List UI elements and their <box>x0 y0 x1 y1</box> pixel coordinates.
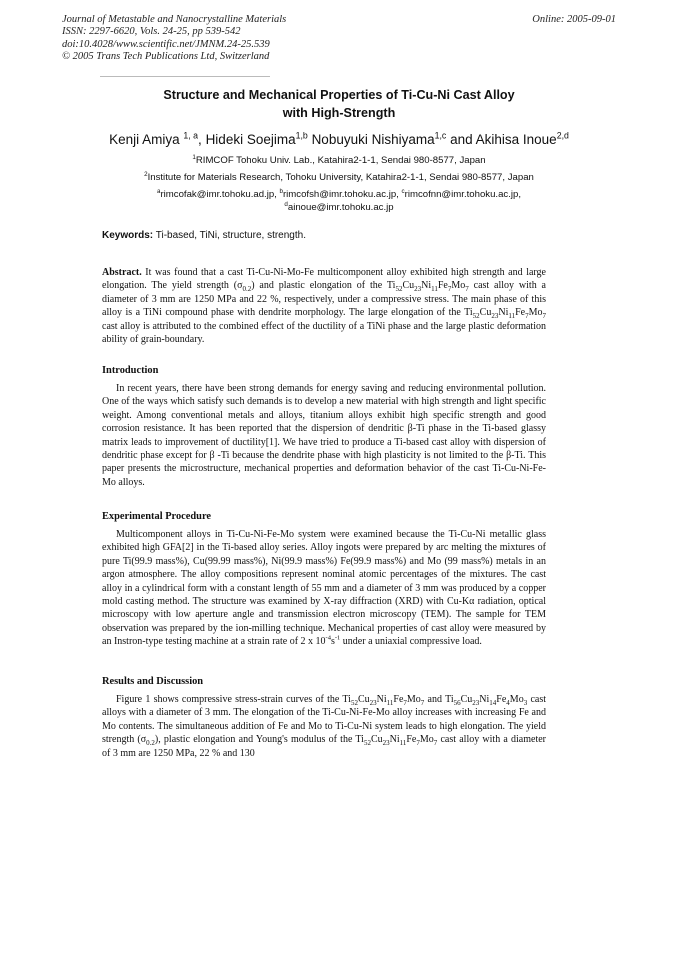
journal-name: Journal of Metastable and Nanocrystalline Materials <box>62 14 287 25</box>
experimental-text-1: Multicomponent alloys in Ti-Cu-Ni-Fe-Mo system were examined because the Ti-Cu-Ni metallic glass exhibited high GFA[2] in the Ti-based alloy series. Alloy ingots were prepared by arc melting the mixtures of pure Ti(99.9 mass%), Cu(99.99 mass%), Ni(99.9 mass%) Fe(99.9 mass%) and Mo (99 mass%) metals in an argon atmosphere. The alloy compositions represent nominal atomic percentages of the mixtures. The cast alloy in a cylindrical form with a constant length of 55 mm and a diameter of 3 mm was produced by a copper mold casting method. The structure was examined by X-ray diffraction (XRD) with Cu-Kα radiation, optical microscopy with low aperture angle and transmission electron microscopy (TEM). The sample for TEM observation was prepared by the ion-milling technique. Mechanical properties of cast alloy were measured by an Instron-type testing machine at a strain rate of 2 x 10 <box>102 529 546 648</box>
keywords-label: Keywords: <box>102 230 154 241</box>
abstract-text-4: cast alloy is attributed to the combined effect of the ductility of a TiNi phase and the large plastic deformation ability of grain-boundary. <box>102 320 546 346</box>
email-c[interactable]: rimcofnn@imr.tohoku.ac.jp, <box>404 189 522 200</box>
results-elem: Cu <box>370 734 383 746</box>
results-elem: Fe <box>406 734 417 746</box>
section-heading-results: Results and Discussion <box>102 676 204 687</box>
header-divider <box>100 76 270 77</box>
keywords-text: Ti-based, TiNi, structure, strength. <box>155 230 306 241</box>
experimental-text-2: under a uniaxial compressive load. <box>340 636 482 648</box>
results-sub: 23 <box>382 739 390 748</box>
author-nishiyama-sup: 1,c <box>434 130 447 141</box>
author-nishiyama: Nobuyuki Nishiyama <box>311 132 435 147</box>
exp-sup: -4 <box>325 634 331 642</box>
results-text-1: Figure 1 shows compressive stress-strain curves of the Ti <box>116 694 351 705</box>
emails-line1 <box>0 189 678 201</box>
results-elem: Fe <box>393 694 404 705</box>
affiliation-1-sup: 1 <box>192 153 196 161</box>
exp-sup: -1 <box>334 634 341 642</box>
abstract-elem: Ni <box>498 307 509 319</box>
abstract-elem: Fe <box>437 280 448 292</box>
issn-line: ISSN: 2297-6620, Vols. 24-25, pp 539-542 <box>62 26 241 38</box>
author-and: and <box>450 132 473 147</box>
results-sub: 23 <box>369 699 377 707</box>
email-b-sup: b <box>279 187 283 195</box>
abstract-sub: 52 <box>395 285 403 294</box>
results-elem: Ni <box>376 694 387 705</box>
results-text-5: cast alloy with a diameter of 3 mm are 1250 MPa, 22 % and 130 <box>102 734 547 759</box>
results-sub: 7 <box>416 739 420 748</box>
abstract-elem: Cu <box>402 280 415 292</box>
results-elem: Fe <box>496 694 507 705</box>
abstract <box>102 266 546 346</box>
results-sub: 11 <box>386 699 394 707</box>
results-text-3: cast alloys with a diameter of 3 mm. The elongation of the Ti-Cu-Ni-Fe-Mo alloy increases with increasing Fe and Mo contents. The simultaneous addition of Fe and Mo to Ti-Cu-Ni system leads to high elongation. The yield strength (σ <box>102 694 547 746</box>
abstract-sub: 7 <box>542 312 546 321</box>
abstract-sub: 7 <box>465 285 469 294</box>
results-sub: 52 <box>350 699 358 707</box>
exp-unit: s <box>330 636 335 648</box>
abstract-sub: 7 <box>525 312 529 321</box>
results-paragraph <box>102 693 546 760</box>
abstract-text-3: cast alloy with a diameter of 3 mm are 1250 MPa and 22 %, respectively, under a compressive stress. The main phase of this alloy is a TiNi compound phase with dendrite morphology. The large elongation of the Ti <box>102 280 546 319</box>
results-elem: Ni <box>479 694 490 705</box>
abstract-elem: Mo <box>451 280 466 292</box>
author-amiya: Kenji Amiya <box>109 132 180 147</box>
results-sub: 4 <box>506 699 510 707</box>
abstract-elem: Ni <box>421 280 432 292</box>
author-soejima-sup: 1,b <box>295 130 308 141</box>
results-sub-sigma: 0.2 <box>146 739 155 748</box>
paper-title-line1: Structure and Mechanical Properties of Ti-Cu-Ni Cast Alloy <box>163 88 515 102</box>
abstract-elem: Cu <box>479 307 492 319</box>
email-d[interactable]: ainoue@imr.tohoku.ac.jp <box>287 202 394 213</box>
results-elem: Mo <box>509 694 524 705</box>
results-elem: Ni <box>389 734 400 746</box>
abstract-elem: Mo <box>528 307 543 319</box>
affiliation-2 <box>0 172 678 184</box>
affiliation-2-text: Institute for Materials Research, Tohoku University, Katahira2-1-1, Sendai 980-8577, Japan <box>147 172 534 183</box>
paper-title-line2: with High-Strength <box>282 106 396 120</box>
email-a-sup: a <box>156 187 161 195</box>
abstract-text-1: It was found that a cast Ti-Cu-Ni-Mo-Fe multicomponent alloy exhibited high strength and large elongation. The yield strength (σ <box>102 267 546 292</box>
abstract-sub: 7 <box>447 285 452 294</box>
abstract-sub: 23 <box>414 285 422 294</box>
abstract-sub: 23 <box>491 312 499 321</box>
email-d-sup: d <box>284 200 288 208</box>
experimental-paragraph <box>102 528 546 649</box>
author-inoue: Akihisa Inoue <box>475 132 557 147</box>
author-soejima: Hideki Soejima <box>205 132 296 147</box>
results-elem: Mo <box>406 694 421 705</box>
results-sub: 56 <box>453 699 461 707</box>
results-elem: Cu <box>357 694 370 705</box>
email-b[interactable]: rimcofsh@imr.tohoku.ac.jp, <box>282 189 399 200</box>
results-sub: 23 <box>472 699 480 707</box>
results-sub: 11 <box>399 739 407 748</box>
results-elem: Cu <box>460 694 473 705</box>
keywords <box>102 230 306 241</box>
abstract-elem: Fe <box>515 307 526 319</box>
author-list: Kenji Amiya $^{1, a}$, Hideki Soejima$^{1,b}$ Nobuyuki Nishiyama$^{1,c}$ and Akihisa Inoue$^{2,d}$ <box>109 130 569 147</box>
abstract-text-2: ) and plastic elongation of the Ti <box>251 280 396 292</box>
abstract-label: Abstract. <box>102 267 142 278</box>
author-amiya-sup: 1, a <box>183 130 199 141</box>
abstract-sub: 11 <box>431 285 438 294</box>
results-text-4: ), plastic elongation and Young's modulus of the Ti <box>154 734 364 746</box>
email-c-sup: c <box>401 187 405 195</box>
results-sub: 3 <box>523 699 528 707</box>
author-inoue-sup: 2,d <box>556 130 569 141</box>
online-date: Online: 2005-09-01 <box>532 14 616 25</box>
section-heading-introduction: Introduction <box>102 365 159 376</box>
results-elem: Mo <box>419 734 434 746</box>
affiliation-1 <box>0 155 678 167</box>
affiliation-1-text: RIMCOF Tohoku Univ. Lab., Katahira2-1-1, Sendai 980-8577, Japan <box>195 155 486 166</box>
affiliation-2-sup: 2 <box>144 170 148 178</box>
results-sub: 7 <box>403 699 407 707</box>
results-text-2: and Ti <box>424 694 454 705</box>
doi-line[interactable]: doi:10.4028/www.scientific.net/JMNM.24-25.539 <box>62 38 270 50</box>
journal-header <box>62 14 286 64</box>
results-sub: 7 <box>433 739 438 748</box>
introduction-paragraph: In recent years, there have been strong demands for energy saving and reducing environmental pollution. One of the ways which satisfy such demands is to develop a new material with high strength and light specific weight. Among conventional metals and alloys, titanium alloys exhibit high specific strength and good corrosion resistance. It has been reported that the dispersion of dendritic β-Ti phase in the Ti-based glassy matrix leads to improvement of ductility[1]. We have tried to produce a Ti-based cast alloy with dispersion of dendritic phase except for β -Ti because the dendrite phase with high plasticity is not limited to the β-Ti. This paper presents the microstructure, mechanical properties and deformation behavior of the cast Ti-Cu-Ni-Fe-Mo alloys. <box>102 383 546 488</box>
section-heading-experimental: Experimental Procedure <box>102 511 211 522</box>
results-sub: 14 <box>489 699 497 707</box>
abstract-sub: 11 <box>508 312 516 321</box>
results-sub: 7 <box>420 699 425 707</box>
emails-line2 <box>0 202 678 214</box>
email-a[interactable]: rimcofak@imr.tohoku.ad.jp, <box>160 189 277 200</box>
abstract-sub-sigma: 0.2 <box>242 285 252 294</box>
abstract-sub: 52 <box>472 312 480 321</box>
results-sub: 52 <box>363 739 371 748</box>
copyright-line: © 2005 Trans Tech Publications Ltd, Switzerland <box>62 51 270 63</box>
